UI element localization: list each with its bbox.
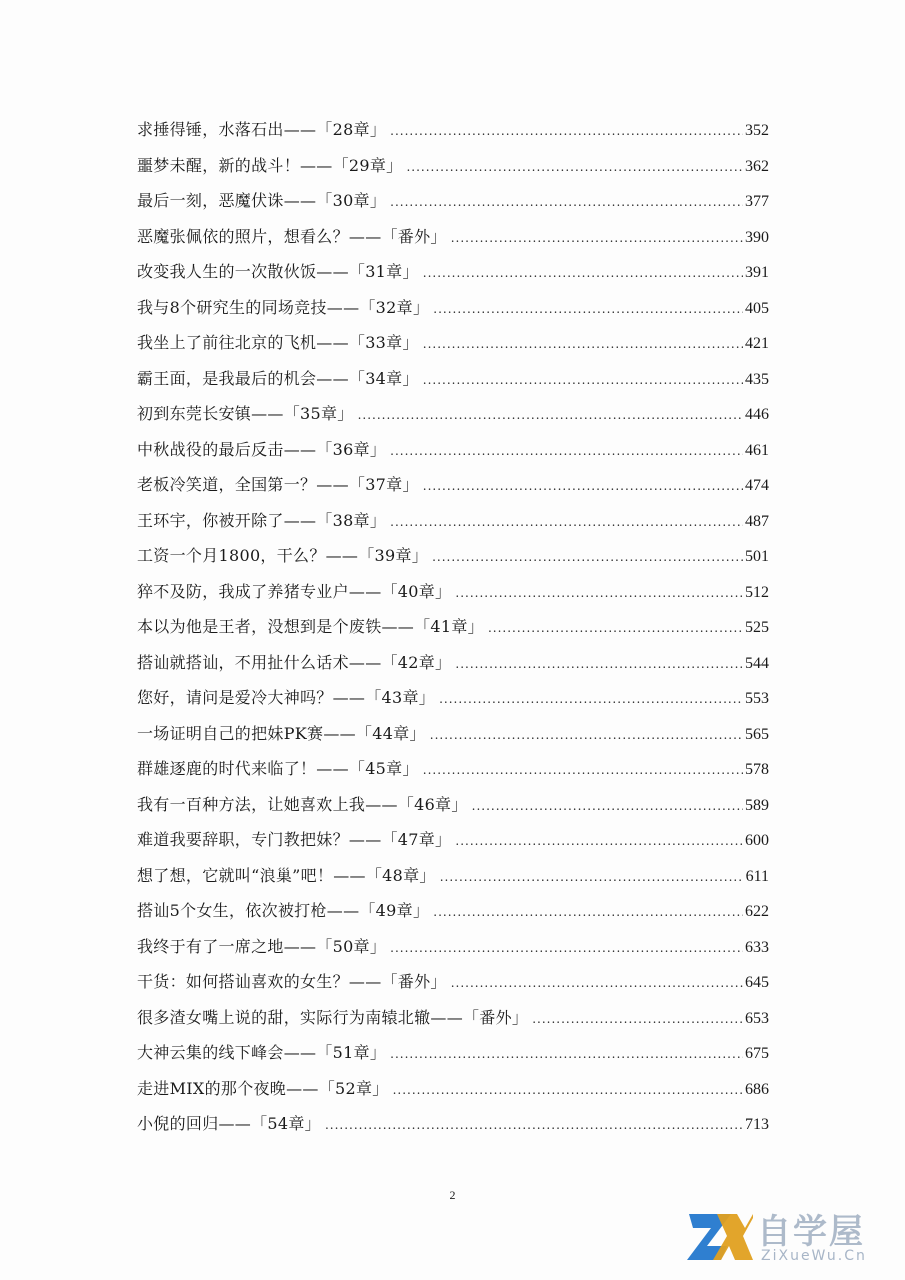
toc-entry-page: 544 — [745, 654, 769, 672]
toc-entry-title: 难道我要辞职，专门教把妹？——「47章」 — [137, 830, 452, 849]
toc-entry-title: 霸王面，是我最后的机会——「34章」 — [137, 368, 419, 388]
toc-entry-title: 我与8个研究生的同场竞技——「32章」 — [137, 297, 430, 317]
toc-entry-page: 390 — [745, 228, 769, 246]
toc-entry — [137, 290, 769, 326]
toc-entry-title: 想了想，它就叫“浪巢”吧！——「48章」 — [137, 865, 436, 885]
toc-dot-leader — [433, 895, 743, 931]
watermark — [687, 1202, 897, 1274]
toc-entry-title: 一场证明自己的把妹PK赛——「44章」 — [137, 723, 426, 743]
toc-entry-page: 525 — [745, 619, 769, 636]
toc-entry — [137, 645, 769, 681]
toc-dot-leader — [472, 789, 743, 825]
toc-entry-page: 600 — [745, 832, 769, 849]
toc-dot-leader — [390, 114, 743, 150]
watermark-brand-cn: 自学屋 — [757, 1212, 865, 1252]
toc-dot-leader — [406, 150, 743, 186]
toc-entry — [137, 716, 769, 752]
toc-entry-page: 675 — [745, 1045, 769, 1062]
toc-entry-page: 645 — [745, 974, 769, 991]
toc-dot-leader — [455, 576, 743, 612]
watermark-brand-en: ZiXueWu.Cn — [761, 1248, 867, 1264]
toc-entry-title: 求捶得锤，水落石出——「28章」 — [137, 120, 387, 139]
toc-entry-title: 走进MIX的那个夜晚——「52章」 — [137, 1078, 389, 1098]
toc-dot-leader — [390, 505, 743, 541]
toc-entry-title: 恶魔张佩依的照片，想看么？——「番外」 — [137, 226, 447, 246]
toc-entry — [137, 1035, 769, 1071]
toc-entry — [137, 538, 769, 574]
toc-entry-page: 713 — [745, 1116, 769, 1133]
toc-entry — [137, 183, 769, 219]
toc-dot-leader — [455, 647, 743, 683]
toc-entry-page: 501 — [745, 548, 769, 565]
toc-entry-title: 最后一刻，恶魔伏诛——「30章」 — [137, 191, 387, 210]
toc-dot-leader — [430, 718, 743, 754]
toc-entry-title: 干货：如何搭讪喜欢的女生？——「番外」 — [137, 972, 447, 991]
toc-entry-page: 487 — [745, 512, 769, 530]
toc-entry-title: 我终于有了一席之地——「50章」 — [137, 936, 387, 956]
toc-dot-leader — [390, 931, 743, 967]
toc-entry — [137, 574, 769, 610]
toc-entry — [137, 893, 769, 929]
toc-entry-page: 435 — [745, 370, 769, 388]
toc-dot-leader — [451, 221, 743, 257]
toc-entry — [137, 858, 769, 894]
zx-logo-icon — [687, 1206, 753, 1268]
toc-entry-title: 大神云集的线下峰会——「51章」 — [137, 1043, 387, 1062]
toc-entry-page: 362 — [745, 157, 769, 175]
toc-entry-page: 633 — [745, 938, 769, 956]
toc-dot-leader — [393, 1073, 743, 1109]
toc-entry-page: 565 — [745, 725, 769, 743]
toc-entry-title: 老板冷笑道，全国第一？——「37章」 — [137, 475, 419, 494]
toc-entry-page: 611 — [745, 867, 769, 885]
toc-dot-leader — [433, 292, 743, 328]
toc-dot-leader — [455, 824, 743, 860]
toc-entry — [137, 680, 769, 716]
toc-entry — [137, 751, 769, 787]
toc-entry — [137, 467, 769, 503]
toc-entry-page: 622 — [745, 903, 769, 920]
toc-entry-title: 噩梦未醒，新的战斗！——「29章」 — [137, 155, 403, 175]
toc-entry — [137, 1106, 769, 1142]
toc-entry-page: 377 — [745, 193, 769, 210]
toc-dot-leader — [390, 1037, 743, 1073]
toc-entry-page: 461 — [745, 441, 769, 459]
toc-entry — [137, 1071, 769, 1107]
toc-entry-title: 很多渣女嘴上说的甜，实际行为南辕北辙——「番外」 — [137, 1007, 529, 1027]
toc-entry-page: 578 — [745, 761, 769, 778]
toc-entry-title: 猝不及防，我成了养猪专业户——「40章」 — [137, 581, 452, 601]
toc-dot-leader — [532, 1002, 743, 1038]
toc-dot-leader — [423, 469, 743, 505]
toc-entry — [137, 219, 769, 255]
toc-entry — [137, 1000, 769, 1036]
toc-dot-leader — [358, 398, 743, 434]
toc-entry-title: 王环宇，你被开除了——「38章」 — [137, 510, 387, 530]
toc-dot-leader — [432, 540, 743, 576]
toc-entry-page: 474 — [745, 477, 769, 494]
toc-entry — [137, 148, 769, 184]
toc-entry-page: 589 — [745, 796, 769, 814]
toc-entry — [137, 787, 769, 823]
toc-entry-title: 工资一个月1800，干么？——「39章」 — [137, 546, 429, 565]
toc-dot-leader — [390, 434, 743, 470]
page-number: 2 — [449, 1188, 456, 1202]
toc-entry-page: 653 — [745, 1009, 769, 1027]
toc-entry — [137, 254, 769, 290]
toc-entry-title: 我有一百种方法，让她喜欢上我——「46章」 — [137, 794, 468, 814]
toc-entry — [137, 929, 769, 965]
toc-dot-leader — [423, 753, 743, 789]
toc-dot-leader — [488, 611, 743, 647]
toc-entry-title: 中秋战役的最后反击——「36章」 — [137, 439, 387, 459]
toc-dot-leader — [390, 185, 743, 221]
toc-entry-page: 405 — [745, 299, 769, 317]
toc-dot-leader — [440, 860, 744, 896]
toc-entry-title: 小倪的回归——「54章」 — [137, 1114, 321, 1133]
toc-dot-leader — [423, 256, 743, 292]
toc-dot-leader — [325, 1108, 743, 1144]
toc-entry — [137, 396, 769, 432]
toc-dot-leader — [423, 363, 743, 399]
toc-entry-page: 391 — [745, 264, 769, 281]
toc-entry-page: 553 — [745, 690, 769, 707]
toc-entry-page: 446 — [745, 406, 769, 423]
toc-entry-title: 本以为他是王者，没想到是个废铁——「41章」 — [137, 617, 484, 636]
toc-entry — [137, 361, 769, 397]
toc-dot-leader — [439, 682, 743, 718]
toc-entry — [137, 964, 769, 1000]
toc-dot-leader — [451, 966, 743, 1002]
toc-entry-title: 改变我人生的一次散伙饭——「31章」 — [137, 262, 419, 281]
toc-entry-page: 352 — [745, 122, 769, 139]
toc-entry — [137, 609, 769, 645]
toc-entry — [137, 432, 769, 468]
toc-entry-title: 我坐上了前往北京的飞机——「33章」 — [137, 333, 419, 352]
toc-entry-title: 搭讪就搭讪，不用扯什么话术——「42章」 — [137, 652, 452, 672]
toc-entry-title: 初到东莞长安镇——「35章」 — [137, 404, 354, 423]
toc-entry-title: 您好，请问是爱冷大神吗？——「43章」 — [137, 688, 436, 707]
toc-entry-title: 搭讪5个女生，依次被打枪——「49章」 — [137, 901, 430, 920]
toc-entry-page: 512 — [745, 583, 769, 601]
toc-dot-leader — [423, 327, 743, 363]
toc-entry — [137, 112, 769, 148]
toc-entry — [137, 503, 769, 539]
toc-entry-title: 群雄逐鹿的时代来临了！——「45章」 — [137, 759, 419, 778]
toc-entry-page: 421 — [745, 335, 769, 352]
toc-entry — [137, 325, 769, 361]
toc-entry-page: 686 — [745, 1080, 769, 1098]
table-of-contents — [137, 112, 769, 1142]
toc-entry — [137, 822, 769, 858]
